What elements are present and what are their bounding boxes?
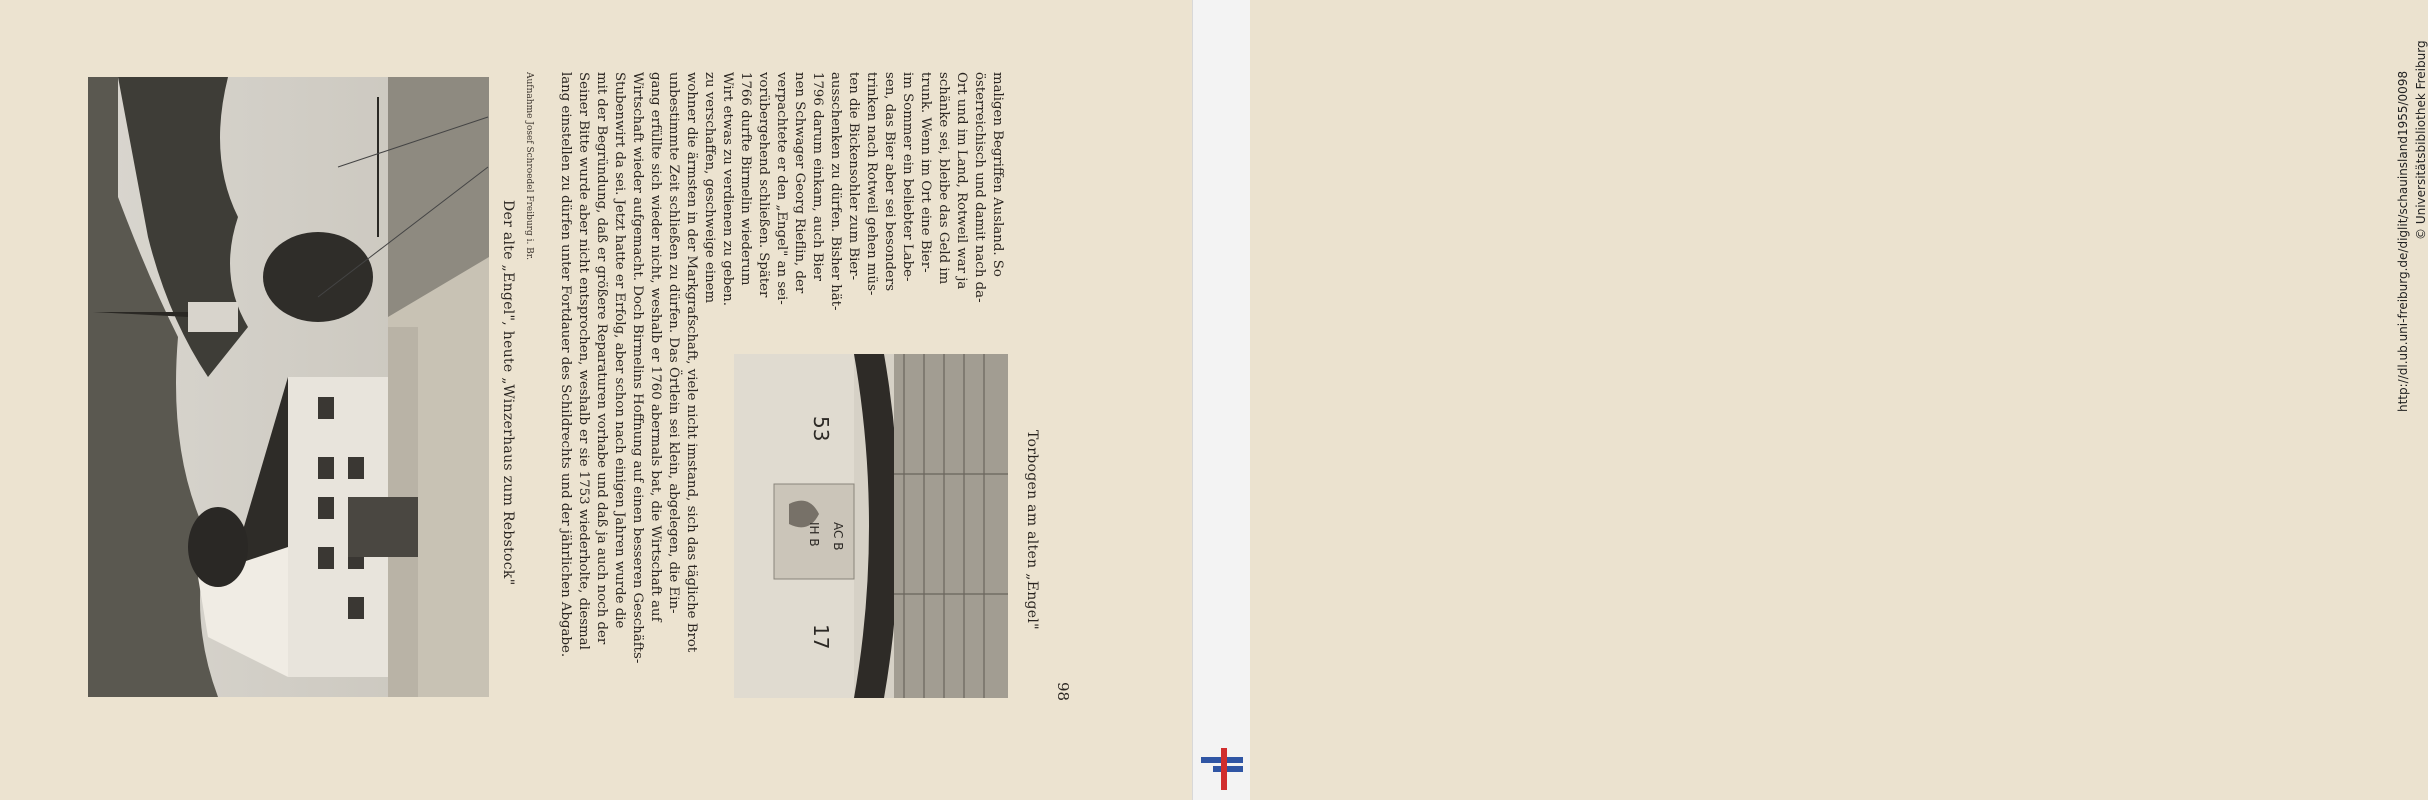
body-line: wohner die ärmsten in der Markgrafschaft, viele nicht imstand, sich das tägliche Brot <box>684 72 699 653</box>
photo-torbogen <box>734 354 1008 698</box>
arch-letters-bottom: AC B <box>831 522 845 551</box>
photo-winzerhaus-image <box>88 77 489 697</box>
body-line: österreichisch und damit nach da- <box>972 72 987 303</box>
body-line: Wirt etwas zu verdienen zu geben. <box>720 72 735 306</box>
body-line: trunk. Wenn im Ort eine Bier- <box>918 72 933 273</box>
body-line: trinken nach Rotweil gehen müs- <box>864 72 879 296</box>
body-line: unbestimmte Zeit schließen zu dürfen. Das Örtlein sei klein, abgelegen, die Ein- <box>666 72 681 614</box>
body-line: vorübergehend schließen. Später <box>756 72 771 298</box>
body-line: Stubenwirt da sei. Jetzt hatte er Erfolg, aber schon nach einigen Jahren wurde die <box>612 72 627 629</box>
library-sidebar <box>1192 0 2428 800</box>
arch-year-left: 17 <box>809 624 833 650</box>
body-line: sen, das Bier aber sei besonders <box>882 72 897 292</box>
book-page <box>0 0 1192 800</box>
caption-arch-photo: Torbogen am alten „Engel" <box>1024 430 1040 630</box>
caption-main-photo: Der alte „Engel", heute „Winzerhaus zum Rebstock" <box>500 200 516 586</box>
photo-winzerhaus <box>88 77 489 697</box>
library-logo-icon <box>1201 748 1243 790</box>
sidebar-url[interactable]: http://dl.ub.uni-freiburg.de/diglit/schauinsland1955/0098 <box>2396 70 2410 412</box>
arch-year-right: 53 <box>809 416 833 442</box>
arch-letters-top: IH B <box>807 522 821 547</box>
body-line: zu verschaffen, geschweige einem <box>702 72 717 304</box>
body-line: mit der Begründung, daß er größere Reparaturen vorhabe und daß ja auch noch der <box>594 72 609 645</box>
body-line: ten die Bickensohler zum Bier- <box>846 72 861 281</box>
body-line: 1766 durfte Birmelin wiederum <box>738 72 753 286</box>
body-line: nen Schwager Georg Rieflin, der <box>792 72 807 294</box>
photo-torbogen-image <box>734 354 1008 698</box>
body-line: im Sommer ein beliebter Labe- <box>900 72 915 282</box>
body-line: maligen Begriffen Ausland. So <box>990 72 1005 277</box>
body-line: 1796 darum einkam, auch Bier <box>810 72 825 281</box>
body-line: Ort und im Land, Rotweil war ja <box>954 72 969 290</box>
body-line: Seiner Bitte wurde aber nicht entsprochen, weshalb er sie 1753 wiederholte, diesmal <box>576 72 591 650</box>
body-line: lang einstellen zu dürfen unter Fortdauer des Schildrechts und der jährlichen Abgabe. <box>558 72 573 658</box>
body-line: schänke sei, bleibe das Geld im <box>936 72 951 285</box>
body-line: gang erfüllte sich wieder nicht, weshalb er 1760 abermals bat, die Wirtschaft auf <box>648 72 663 622</box>
body-line: Wirtschaft wieder aufgemacht. Doch Birmelins Hoffnung auf einen besseren Geschäfts- <box>630 72 645 664</box>
photo-credit: Aufnahme Josef Schroedel Freiburg i. Br. <box>524 72 534 260</box>
sidebar-copyright: © Universitätsbibliothek Freiburg <box>2414 40 2428 240</box>
page-number: 98 <box>1054 682 1072 702</box>
body-line: verpachtete er den „Engel" an sei- <box>774 72 789 305</box>
body-line: ausschenken zu dürfen. Bisher hät- <box>828 72 843 311</box>
